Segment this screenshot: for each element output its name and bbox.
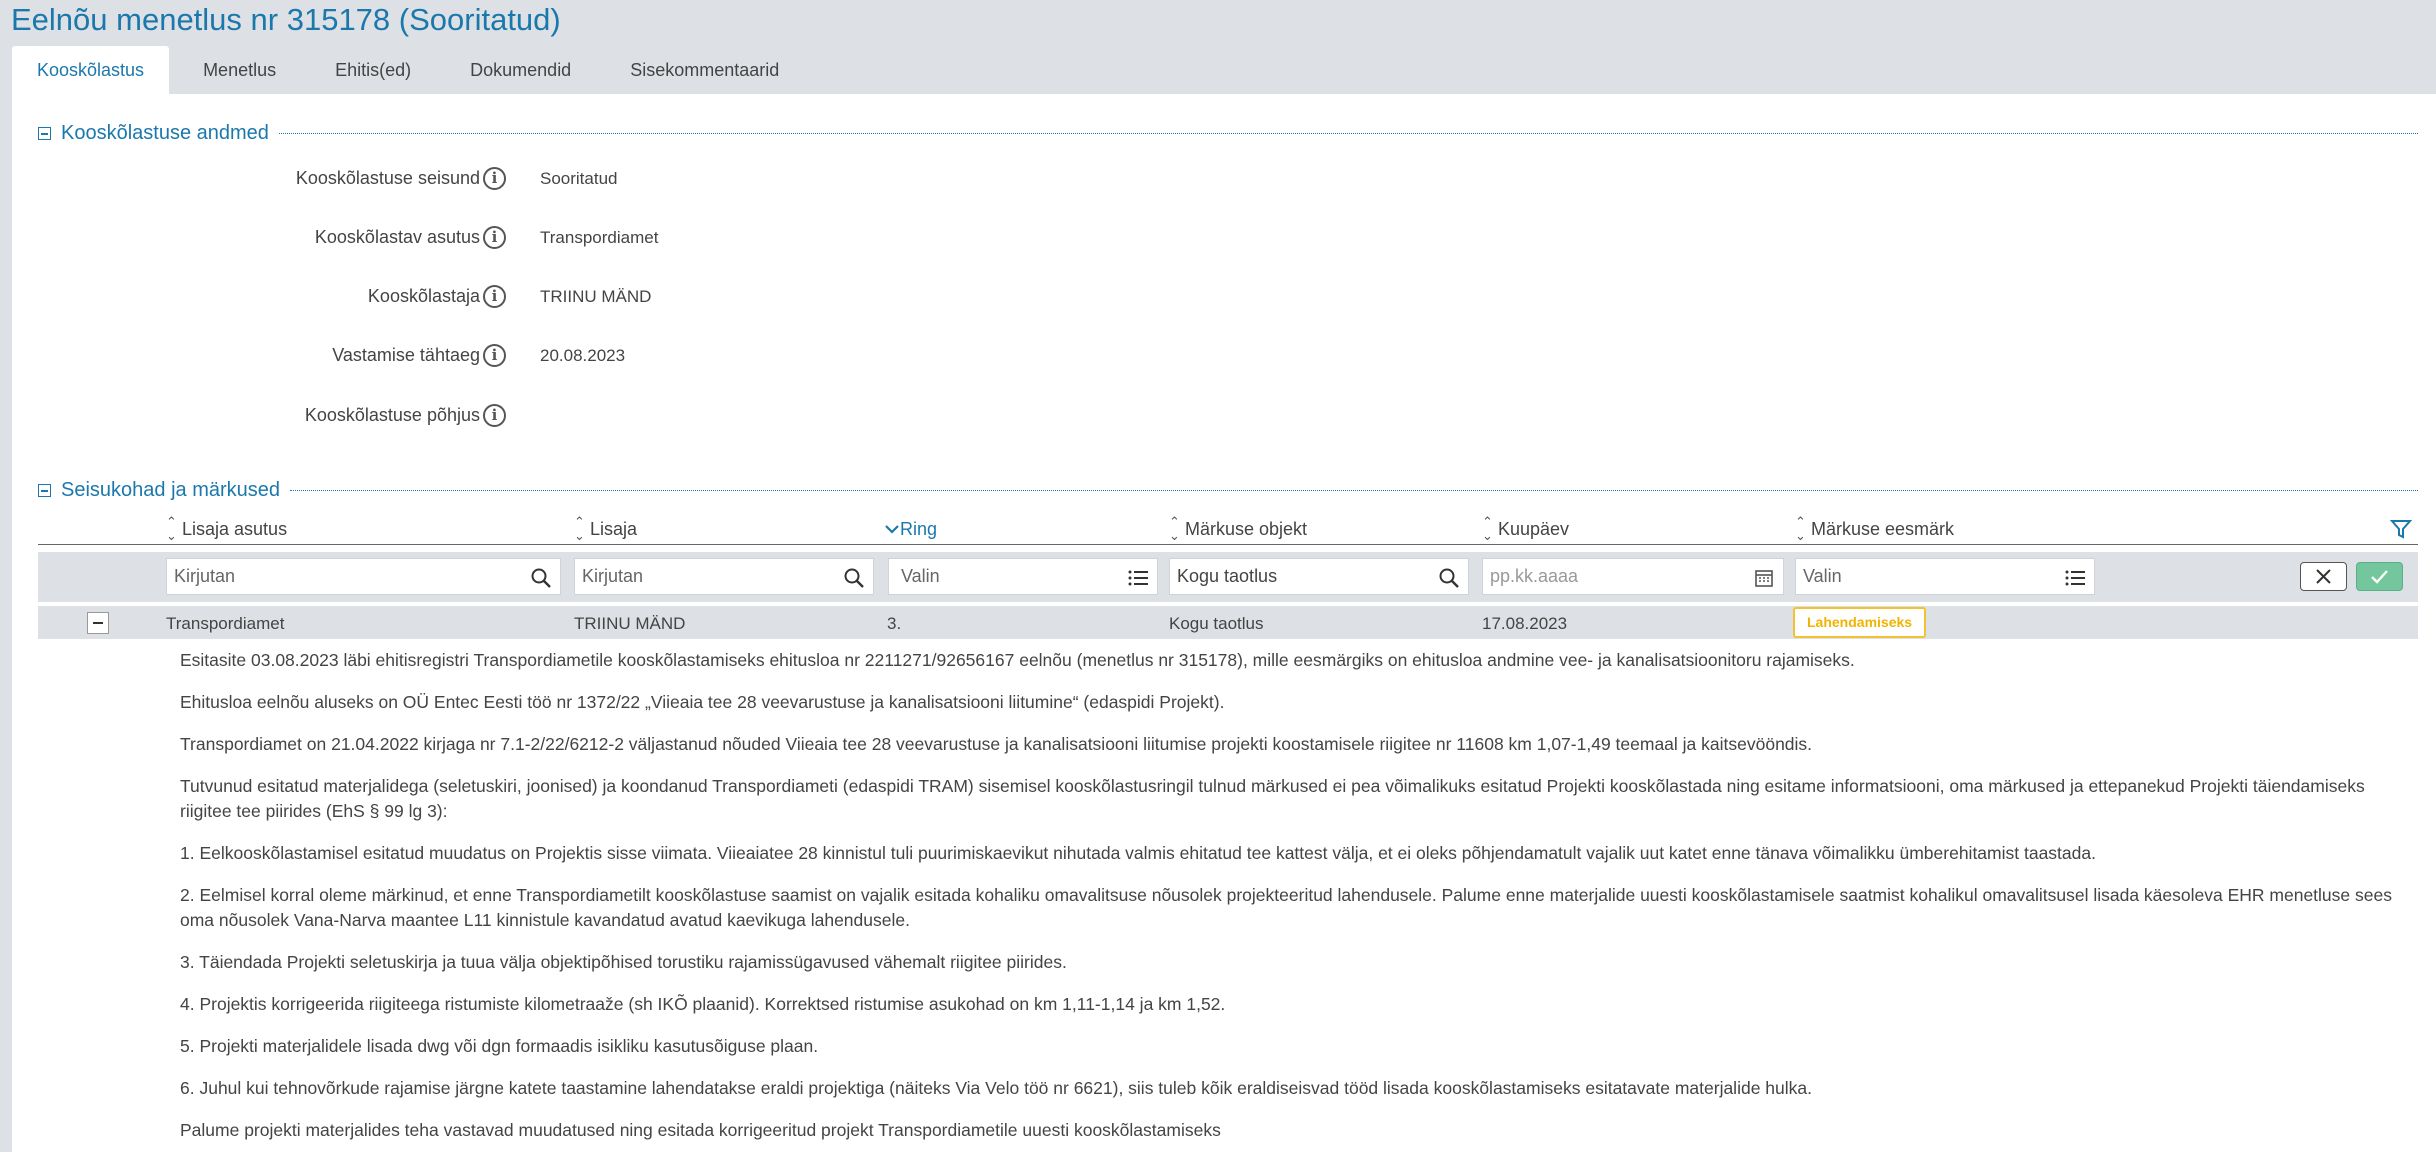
info-icon[interactable]: i <box>483 344 506 367</box>
collapse-icon[interactable] <box>38 127 51 140</box>
section-title: Seisukohad ja märkused <box>61 478 281 501</box>
column-header-kuupaev[interactable]: ⌃ ⌄ Kuupäev <box>1482 514 1570 543</box>
field-label: Kooskõlastaja <box>367 286 480 306</box>
status-badge: Lahendamiseks <box>1793 607 1926 638</box>
section-seisukohad <box>38 478 2418 502</box>
table-header <box>38 515 2418 545</box>
comment-paragraph: Transpordiamet on 21.04.2022 kirjaga nr 7.1-2/22/6212-2 väljastanud nõuded Viieaia tee 28 veevarustuse ja kanalisatsiooni liitumise projekti koostamisele riigitee nr 11608 km 1,07-1,49 teemaal ja kaitsevööndis. <box>180 734 1813 754</box>
close-icon <box>2301 563 2346 590</box>
field-pohjus <box>0 400 1200 430</box>
collapse-icon[interactable] <box>38 484 51 497</box>
filter-objekt-input[interactable]: Kogu taotlus <box>1169 558 1469 595</box>
comment-paragraph: 2. Eelmisel korral oleme märkinud, et enne Transpordiametilt kooskõlastuse saamist on vajalik esitada kohaliku omavalitsuse nõusolek projekteeritud lahendusele. Palume enne materjalide uuesti kooskõlastamisele saatmist kohalikul omavalitsusel lisada käesoleva EHR menetluse sees oma nõusolek Vana-Narva maantee L11 kinnistule kavandatud avatud kaevikuga lahendusele. <box>180 885 2392 930</box>
apply-filters-button[interactable] <box>2356 562 2403 591</box>
info-icon[interactable]: i <box>483 404 506 427</box>
column-header-lisaja-asutus[interactable]: ⌃ ⌄ Lisaja asutus <box>166 514 288 543</box>
field-value: Transpordiamet <box>540 228 659 247</box>
comment-paragraph: 5. Projekti materjalidele lisada dwg või dgn formaadis isikliku kasutusõiguse plaan. <box>180 1036 819 1056</box>
field-value: Sooritatud <box>540 169 618 188</box>
comment-body <box>180 648 2400 1152</box>
tab-ehitised[interactable]: Ehitis(ed) <box>335 60 412 80</box>
column-header-markuse-eesmark[interactable]: ⌃ ⌄ Märkuse eesmärk <box>1795 514 1955 543</box>
search-icon[interactable] <box>843 567 865 589</box>
field-asutus <box>0 222 1200 252</box>
column-header-markuse-objekt[interactable]: ⌃ ⌄ Märkuse objekt <box>1169 514 1308 543</box>
field-seisund <box>0 163 1200 193</box>
sort-icon: ⌃ ⌄ <box>166 514 177 543</box>
cell-ring: 3. <box>887 614 902 633</box>
calendar-icon[interactable] <box>1753 567 1775 589</box>
cell-lisaja: TRIINU MÄND <box>574 614 686 633</box>
info-icon[interactable]: i <box>483 285 506 308</box>
search-icon[interactable] <box>530 567 552 589</box>
divider <box>290 490 2418 491</box>
comment-paragraph: Esitasite 03.08.2023 läbi ehitisregistri Transpordiametile kooskõlastamiseks ehitusloa nr 2211271/92656167 eelnõu (menetlus nr 315178), mille eesmärgiks on ehitusloa andmine vee- ja kanalisatsioonitoru rajamiseks. <box>180 650 1855 670</box>
page-title: Eelnõu menetlus nr 315178 (Sooritatud) <box>11 2 561 37</box>
column-header-lisaja[interactable]: ⌃ ⌄ Lisaja <box>574 514 638 543</box>
cell-kuupaev: 17.08.2023 <box>1482 614 1568 633</box>
search-icon[interactable] <box>1438 567 1460 589</box>
tab-menetlus[interactable]: Menetlus <box>203 60 277 80</box>
comment-paragraph: 3. Täiendada Projekti seletuskirja ja tuua välja objektipõhised torustiku rajamissügavused vähemalt riigitee piirides. <box>180 952 1067 972</box>
divider <box>279 133 2418 134</box>
field-label: Kooskõlastuse seisund <box>295 168 480 188</box>
page-header <box>0 0 2436 94</box>
table-row[interactable] <box>38 606 2418 639</box>
filter-lisaja-input[interactable]: Kirjutan <box>574 558 874 595</box>
comment-paragraph: Tutvunud esitatud materjalidega (seletuskiri, joonised) ja koondanud Transpordiameti (edaspidi TRAM) sisemisel kooskõlastusringil tulnud märkused ei pea võimalikuks esitatud Projekti kooskõlastada ning esitame informatsiooni, oma märkused ja ettepanekud Projekti täiendamiseks riigitee tee piirides (EhS § 99 lg 3): <box>180 776 2365 821</box>
list-icon[interactable] <box>2064 567 2086 589</box>
sort-icon: ⌃ ⌄ <box>1482 514 1493 543</box>
column-header-ring[interactable]: Ring <box>884 515 937 543</box>
check-icon <box>2357 563 2402 590</box>
info-icon[interactable]: i <box>483 226 506 249</box>
comment-paragraph: 6. Juhul kui tehnovõrkude rajamise järgne katete taastamine lahendatakse eraldi projektiga (näiteks Via Velo töö nr 6621), siis tuleb kõik eraldiseisvad tööd lisada kooskõlastamiseks esitatavate materjalide hulka. <box>180 1078 1812 1098</box>
info-icon[interactable]: i <box>483 167 506 190</box>
field-tahtaeg <box>0 340 1200 370</box>
field-kooskolastaja <box>0 281 1200 311</box>
sort-icon: ⌃ ⌄ <box>574 514 585 543</box>
comment-paragraph: Ehitusloa eelnõu aluseks on OÜ Entec Eesti töö nr 1372/22 „Viieaia tee 28 veevarustuse ja kanalisatsiooni liitumine“ (edaspidi Projekt). <box>180 692 1225 712</box>
tab-sisekommentaarid[interactable]: Sisekommentaarid <box>630 60 780 80</box>
tab-kooskolastus[interactable]: Kooskõlastus <box>12 46 169 94</box>
chevron-down-icon <box>884 515 900 543</box>
clear-filters-button[interactable] <box>2300 562 2347 591</box>
tab-bar <box>12 46 804 94</box>
filter-icon[interactable] <box>2390 518 2412 540</box>
field-label: Vastamise tähtaeg <box>332 345 480 365</box>
field-value: TRIINU MÄND <box>540 287 652 306</box>
comment-paragraph: 4. Projektis korrigeerida riigiteega ristumiste kilometraaže (sh IKÕ plaanid). Korrektsed ristumise asukohad on km 1,11-1,14 ja km 1,52. <box>180 994 1226 1014</box>
collapse-row-button[interactable] <box>87 612 109 634</box>
filter-row <box>38 552 2418 602</box>
cell-asutus: Transpordiamet <box>166 614 285 633</box>
filter-eesmark-select[interactable]: Valin <box>1795 558 2095 595</box>
section-kooskolastuse-andmed <box>38 121 2418 145</box>
sort-icon: ⌃ ⌄ <box>1169 514 1180 543</box>
section-title: Kooskõlastuse andmed <box>61 121 269 144</box>
field-label: Kooskõlastuse põhjus <box>304 405 480 425</box>
cell-objekt: Kogu taotlus <box>1169 614 1264 633</box>
filter-lisaja-asutus-input[interactable]: Kirjutan <box>166 558 561 595</box>
field-value: 20.08.2023 <box>540 346 626 365</box>
list-icon[interactable] <box>1127 567 1149 589</box>
tab-dokumendid[interactable]: Dokumendid <box>470 60 572 80</box>
filter-ring-select[interactable]: Valin <box>888 558 1158 595</box>
sort-icon: ⌃ ⌄ <box>1795 514 1806 543</box>
field-label: Kooskõlastav asutus <box>314 227 480 247</box>
comment-paragraph: Palume projekti materjalides teha vastavad muudatused ning esitada korrigeeritud projekt Transpordiametile uuesti kooskõlastamiseks <box>180 1120 1221 1140</box>
filter-kuupaev-input[interactable]: pp.kk.aaaa <box>1482 558 1784 595</box>
comment-paragraph: 1. Eelkooskõlastamisel esitatud muudatus on Projektis sisse viimata. Viieaiatee 28 kinnistul tuli puurimiskaevikut nihutada valmis ehitatud tee kattest välja, et ei oleks põhjendamatult vajalik uut katet enne tänava võimalikku ümberehitamist taastada. <box>180 843 2096 863</box>
